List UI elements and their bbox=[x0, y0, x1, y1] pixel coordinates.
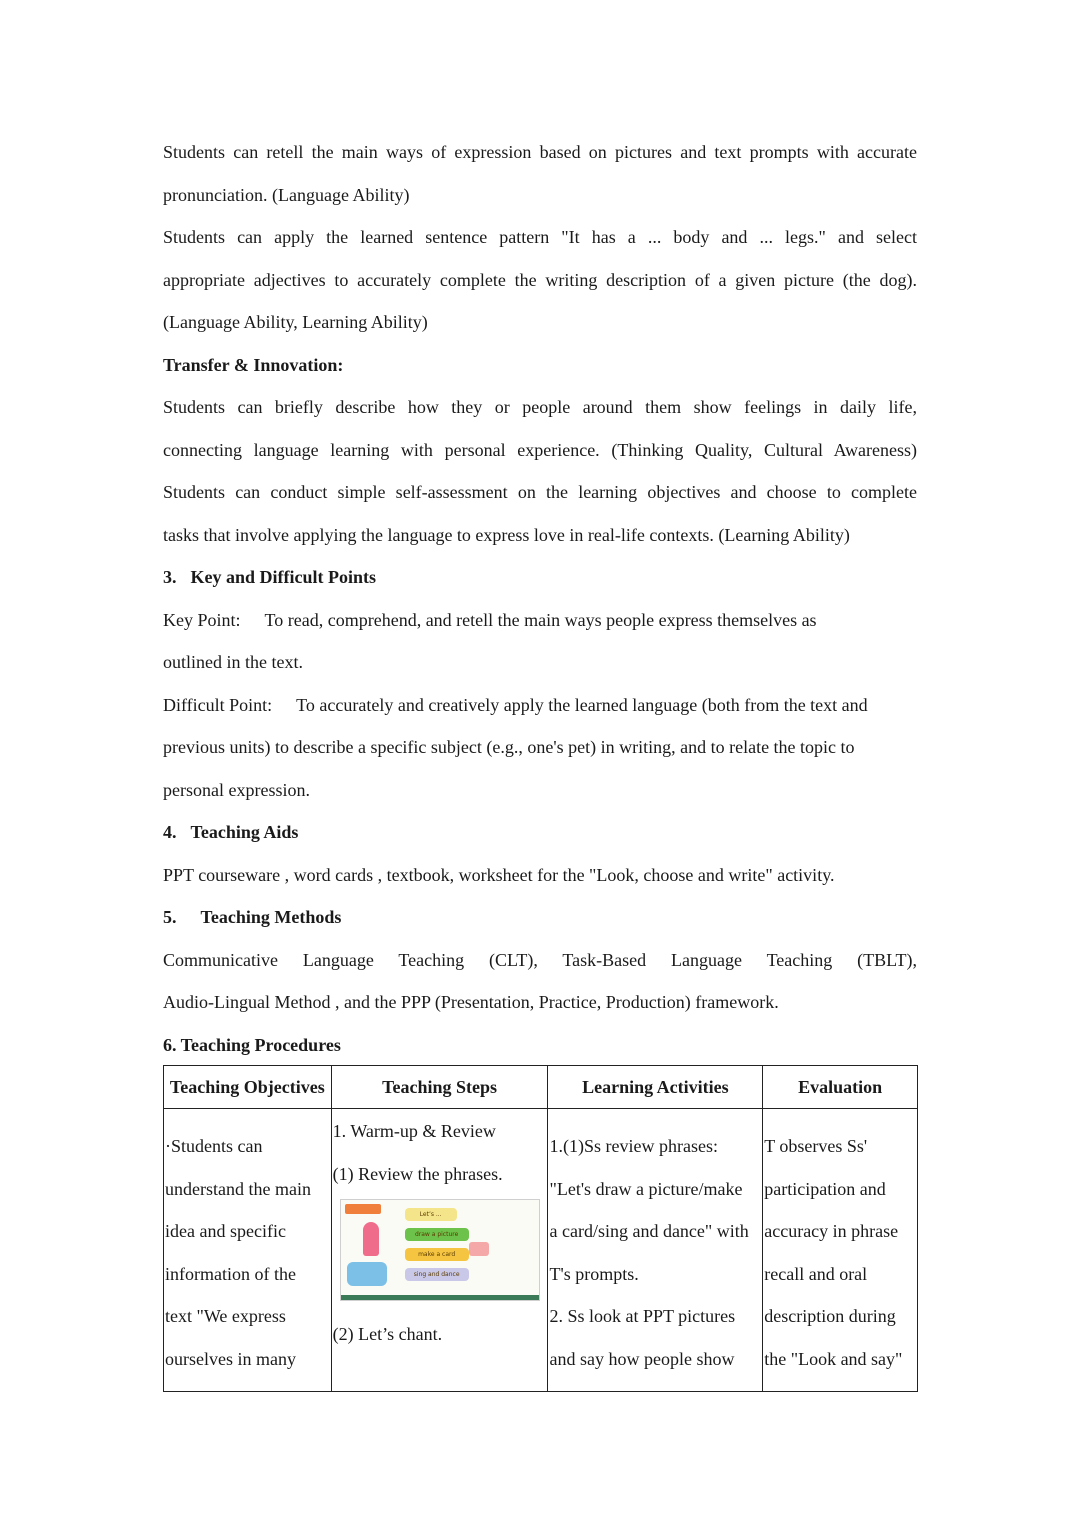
slide-phrase-bar: make a card bbox=[405, 1248, 469, 1261]
cell-text-line: understand the main bbox=[165, 1178, 311, 1199]
section-3-number: 3. bbox=[163, 567, 177, 587]
step-warm-up: 1. Warm-up & Review bbox=[332, 1121, 496, 1141]
difficult-point-line bbox=[163, 684, 917, 727]
cell-text-line: text "We express bbox=[165, 1306, 286, 1326]
cell-text-line: recall and oral bbox=[764, 1263, 868, 1284]
table-header-row bbox=[164, 1066, 918, 1109]
cell-text-line: information of the bbox=[165, 1263, 296, 1284]
steps-cell bbox=[331, 1109, 548, 1392]
transfer-line: Students can conduct simple self-assessment on the learning objectives and choose to complete bbox=[163, 482, 917, 502]
document-body bbox=[163, 131, 917, 1066]
difficult-point-line: previous units) to describe a specific subject (e.g., one's pet) in writing, and to relate the topic to bbox=[163, 737, 855, 757]
objectives-cell bbox=[164, 1109, 332, 1392]
cell-text-line: participation and bbox=[764, 1178, 886, 1199]
cell-text-line: "Let's draw a picture/make bbox=[549, 1178, 743, 1199]
ppt-slide-thumbnail bbox=[340, 1199, 540, 1301]
cell-text-line: a card/sing and dance" with bbox=[549, 1221, 749, 1241]
slide-phrase-bar: Let’s ... bbox=[405, 1208, 457, 1221]
section-4-heading bbox=[163, 811, 917, 854]
objective-line: Students can retell the main ways of expression based on pictures and text prompts with accurate bbox=[163, 142, 917, 162]
section-4-number: 4. bbox=[163, 822, 177, 842]
slide-title-tag bbox=[345, 1204, 381, 1214]
cell-text-line: 1.(1)Ss review phrases: bbox=[549, 1136, 718, 1156]
transfer-heading: Transfer & Innovation: bbox=[163, 354, 344, 375]
objective-line: (Language Ability, Learning Ability) bbox=[163, 312, 428, 332]
header-teaching-objectives: Teaching Objectives bbox=[164, 1066, 332, 1109]
section-5-heading bbox=[163, 896, 917, 939]
cell-text-line: idea and specific bbox=[165, 1221, 286, 1241]
teaching-aids-text: PPT courseware , word cards , textbook, worksheet for the "Look, choose and write" activity. bbox=[163, 864, 835, 885]
cell-text-line: the "Look and say" bbox=[764, 1348, 903, 1369]
key-point-label: Key Point: bbox=[163, 609, 241, 630]
cell-text-line: ·Students can bbox=[165, 1136, 263, 1156]
step-chant: (2) Let’s chant. bbox=[332, 1324, 443, 1344]
slide-sticker bbox=[469, 1242, 489, 1256]
objective-line: appropriate adjectives to accurately complete the writing description of a given picture (the dog). bbox=[163, 269, 917, 290]
transfer-line: tasks that involve applying the language to express love in real-life contexts. (Learning Ability) bbox=[163, 524, 850, 545]
header-learning-activities: Learning Activities bbox=[548, 1066, 763, 1109]
cell-text-line: accuracy in phrase bbox=[764, 1221, 899, 1241]
difficult-point-text: To accurately and creatively apply the learned language (both from the text and bbox=[296, 694, 868, 715]
section-6-heading: 6. Teaching Procedures bbox=[163, 1034, 341, 1055]
transfer-line: connecting language learning with personal experience. (Thinking Quality, Cultural Awareness) bbox=[163, 439, 917, 460]
header-teaching-steps: Teaching Steps bbox=[331, 1066, 548, 1109]
teaching-methods-line: Communicative Language Teaching (CLT), Task-Based Language Teaching (TBLT), bbox=[163, 949, 917, 970]
section-3-heading bbox=[163, 556, 917, 599]
section-3-title: Key and Difficult Points bbox=[190, 567, 377, 587]
section-5-title: Teaching Methods bbox=[200, 907, 342, 927]
transfer-line: Students can briefly describe how they or people around them show feelings in daily life, bbox=[163, 397, 917, 417]
key-point-line: outlined in the text. bbox=[163, 652, 303, 672]
difficult-point-line: personal expression. bbox=[163, 779, 310, 800]
cell-text-line: T's prompts. bbox=[549, 1263, 639, 1284]
slide-phrase-bar: draw a picture bbox=[405, 1228, 469, 1241]
evaluation-cell bbox=[763, 1109, 918, 1392]
cell-text-line: description during bbox=[764, 1306, 896, 1326]
objective-line: Students can apply the learned sentence pattern "It has a ... body and ... legs." and select bbox=[163, 227, 917, 247]
section-5-number: 5. bbox=[163, 907, 177, 927]
cell-text-line: 2. Ss look at PPT pictures bbox=[549, 1306, 736, 1326]
activities-cell bbox=[548, 1109, 763, 1392]
slide-phrase-bar: sing and dance bbox=[405, 1268, 469, 1281]
section-4-title: Teaching Aids bbox=[190, 822, 299, 842]
girl-illustration bbox=[363, 1222, 379, 1256]
cell-text-line: ourselves in many bbox=[165, 1348, 296, 1369]
slide-footer-bar bbox=[341, 1295, 539, 1300]
teaching-methods-line: Audio-Lingual Method , and the PPP (Presentation, Practice, Production) framework. bbox=[163, 992, 779, 1012]
difficult-point-label: Difficult Point: bbox=[163, 694, 273, 715]
kids-illustration bbox=[347, 1262, 387, 1286]
teaching-procedures-table bbox=[163, 1065, 918, 1392]
key-point-text: To read, comprehend, and retell the main ways people express themselves as bbox=[264, 609, 817, 630]
header-evaluation: Evaluation bbox=[763, 1066, 918, 1109]
cell-text-line: T observes Ss' bbox=[764, 1136, 868, 1156]
objective-line: pronunciation. (Language Ability) bbox=[163, 184, 410, 205]
key-point-line bbox=[163, 599, 917, 642]
table-row bbox=[164, 1109, 918, 1392]
step-review-phrases: (1) Review the phrases. bbox=[332, 1163, 503, 1184]
cell-text-line: and say how people show bbox=[549, 1348, 735, 1369]
